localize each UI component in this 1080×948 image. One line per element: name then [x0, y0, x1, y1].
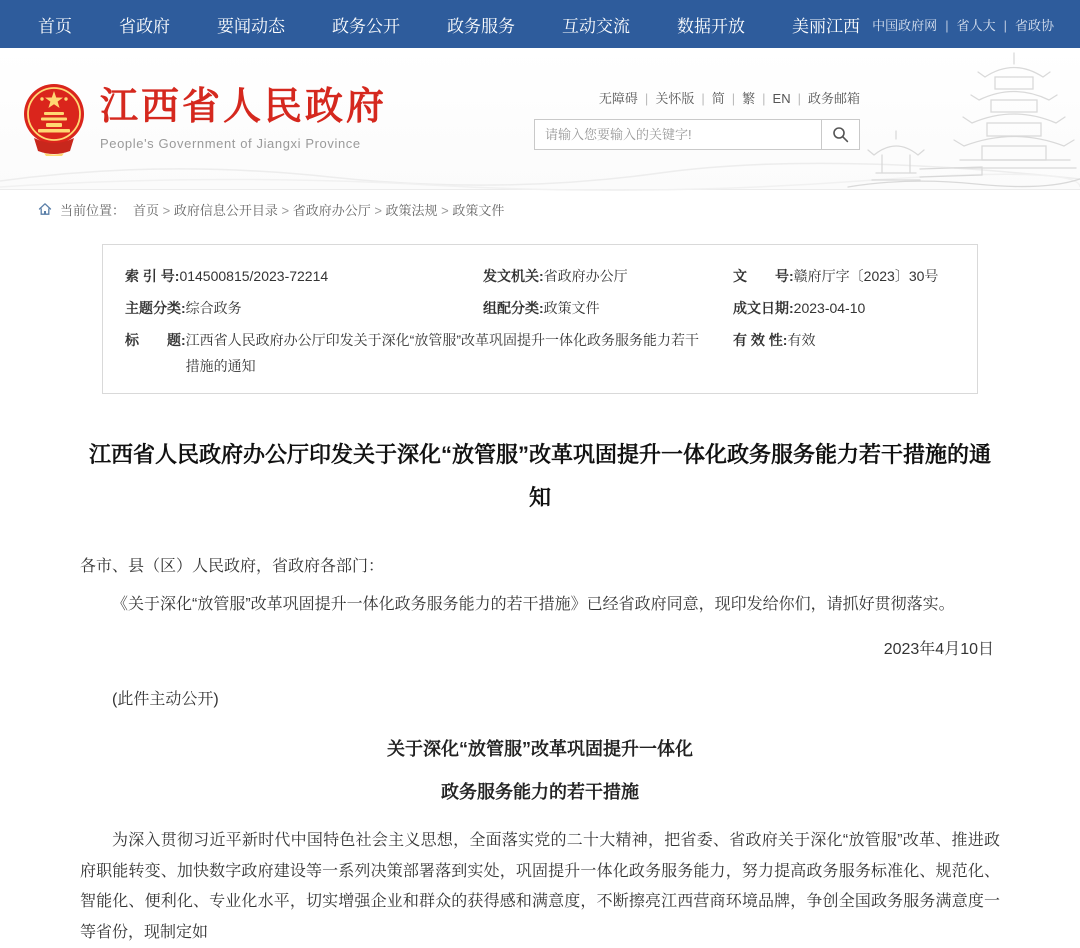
article-subtitle-line1: 关于深化“放管服”改革巩固提升一体化: [387, 739, 693, 760]
breadcrumb-item[interactable]: 省政府办公厅 >: [293, 203, 386, 218]
top-navigation: [0, 0, 1080, 48]
pavilion-illustration: [848, 47, 1080, 189]
article-title: 江西省人民政府办公厅印发关于深化“放管服”改革巩固提升一体化政务服务能力若干措施的通知: [88, 442, 991, 510]
document-meta-box: [102, 244, 978, 394]
nav-item[interactable]: 省政府: [119, 16, 170, 36]
meta-title-label: 标 题:: [125, 332, 186, 348]
meta-group-category: [483, 293, 733, 323]
meta-topic-category: [125, 293, 483, 323]
article-paragraph-2: 为深入贯彻习近平新时代中国特色社会主义思想，全面落实党的二十大精神，把省委、省政府关于深化“放管服”改革、推进政府职能转变、加快数字政府建设等一系列决策部署落到实处，巩固提升一体化政务服务能力，努力提高政务服务标准化、规范化、智能化、便利化、专业化水平，切实增强企业和群众的获得感和满意度，不断擦亮江西营商环境品牌，争创全国政务服务满意度一等省份，现制定如: [80, 832, 1000, 941]
meta-validity: [733, 325, 955, 379]
meta-index-no: [125, 261, 483, 291]
breadcrumb-item[interactable]: 政府信息公开目录 >: [174, 203, 293, 218]
gov-site-link[interactable]: 省政协: [1014, 17, 1054, 33]
breadcrumb: [0, 190, 1080, 228]
meta-issuing-org: [483, 261, 733, 291]
home-icon: [38, 202, 52, 216]
meta-doc-number-label: 文 号:: [733, 268, 794, 284]
meta-issue-date-value: 2023-04-10: [793, 300, 866, 316]
article-date: 2023年4月10日: [883, 640, 994, 658]
national-emblem-icon: [22, 82, 86, 156]
breadcrumb-item[interactable]: 政策法规 >: [386, 203, 453, 218]
meta-index-label: 索 引 号:: [125, 268, 180, 284]
nav-item[interactable]: 政务公开: [332, 16, 400, 36]
utility-link[interactable]: 无障碍 |: [599, 91, 655, 106]
search-input[interactable]: [535, 120, 821, 149]
nav-item[interactable]: 美丽江西: [792, 16, 860, 36]
search-button[interactable]: [821, 120, 859, 149]
nav-item[interactable]: 政务服务: [447, 16, 515, 36]
breadcrumb-items: [133, 200, 504, 219]
meta-doc-number-value: 赣府厅字〔2023〕30号: [793, 268, 939, 284]
utility-links: [534, 88, 860, 107]
article-disclosure-note: (此件主动公开): [112, 690, 219, 708]
meta-topic-label: 主题分类:: [125, 300, 186, 316]
site-header: [0, 48, 1080, 190]
utility-link[interactable]: 关怀版 |: [655, 91, 711, 106]
article-salutation: 各市、县（区）人民政府，省政府各部门：: [80, 557, 385, 575]
breadcrumb-label: 当前位置：: [60, 202, 126, 218]
search-box: [534, 119, 860, 150]
utility-link[interactable]: EN |: [773, 91, 808, 106]
gov-site-links: [872, 15, 1054, 34]
site-brand[interactable]: [22, 82, 387, 156]
nav-item[interactable]: 首页: [38, 16, 72, 36]
meta-doc-number: [733, 261, 955, 291]
article-paragraph-1: 《关于深化“放管服”改革巩固提升一体化政务服务能力的若干措施》已经省政府同意，现印发给你们，请抓好贯彻落实。: [112, 596, 955, 614]
gov-site-link[interactable]: 省人大 |: [957, 15, 1015, 34]
nav-item[interactable]: 互动交流: [562, 16, 630, 36]
breadcrumb-item[interactable]: 首页 >: [133, 203, 174, 218]
breadcrumb-item[interactable]: 政策文件: [452, 202, 505, 218]
meta-title: [125, 325, 733, 379]
article-subtitle-line2: 政务服务能力的若干措施: [441, 781, 639, 802]
site-name-english: People's Government of Jiangxi Province: [100, 135, 361, 151]
utility-link[interactable]: 政务邮箱: [807, 90, 860, 106]
meta-title-value: 江西省人民政府办公厅印发关于深化“放管服”改革巩固提升一体化政务服务能力若干措施的通知: [185, 332, 699, 374]
meta-topic-value: 综合政务: [185, 300, 242, 316]
meta-validity-label: 有 效 性:: [733, 332, 788, 348]
brand-text: [100, 86, 387, 151]
search-icon: [832, 126, 849, 143]
nav-item[interactable]: 要闻动态: [217, 16, 285, 36]
meta-validity-value: 有效: [787, 332, 816, 348]
meta-index-value: 014500815/2023-72214: [179, 268, 329, 284]
article: [80, 434, 1000, 948]
main-nav: [38, 12, 860, 37]
nav-item[interactable]: 数据开放: [677, 16, 745, 36]
header-right: [534, 88, 860, 150]
meta-issue-date: [733, 293, 955, 323]
meta-group-value: 政策文件: [543, 300, 600, 316]
meta-issue-date-label: 成文日期:: [733, 300, 794, 316]
meta-issuing-label: 发文机关:: [483, 268, 544, 284]
meta-issuing-value: 省政府办公厅: [543, 268, 628, 284]
utility-link[interactable]: 繁 |: [742, 91, 772, 106]
meta-group-label: 组配分类:: [483, 300, 544, 316]
gov-site-link[interactable]: 中国政府网 |: [872, 15, 956, 34]
utility-link[interactable]: 简 |: [712, 91, 742, 106]
site-name: 江西省人民政府: [100, 86, 388, 129]
